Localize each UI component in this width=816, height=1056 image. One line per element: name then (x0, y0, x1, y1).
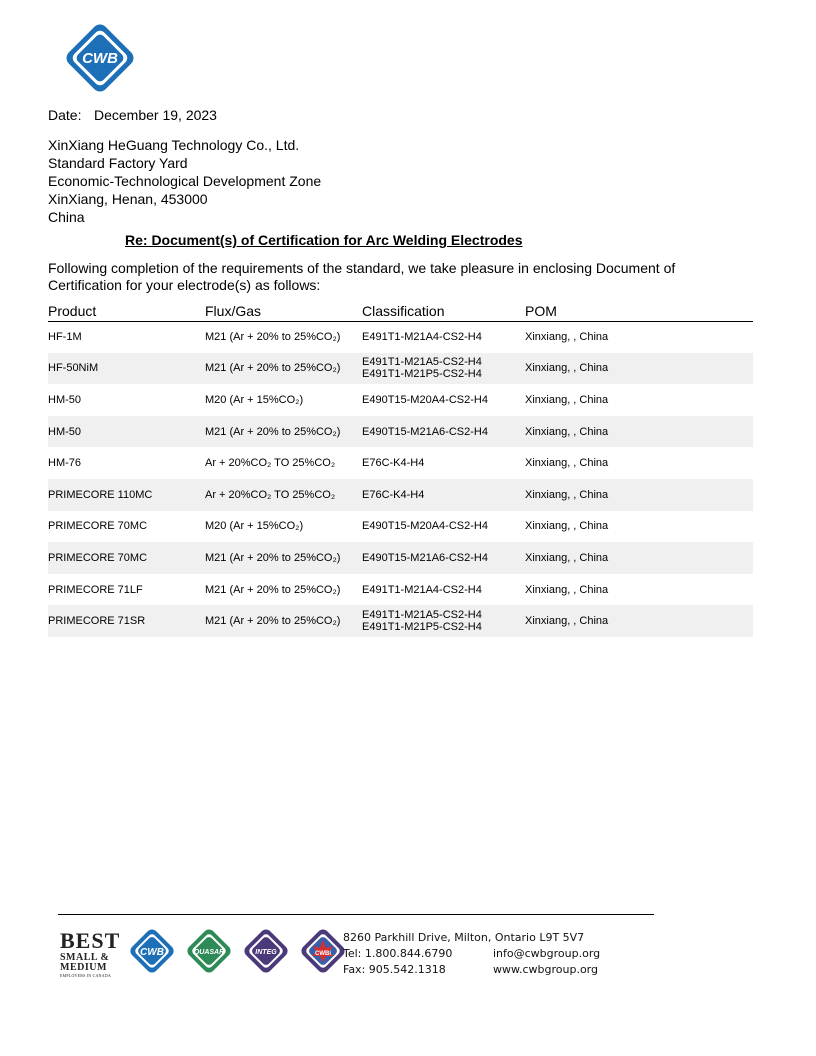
cwb-international-badge (296, 924, 350, 978)
cwb-logo (60, 18, 140, 98)
recipient-address (48, 136, 321, 226)
classification-cell (362, 321, 525, 353)
classification: E491T1-M21A5-CS2-H4 (362, 356, 482, 369)
product-cell: PRIMECORE 70MC (48, 520, 148, 533)
pom-cell: Xinxiang, , China (525, 520, 609, 533)
gas-cell: M21 (Ar + 20% to 25%CO₂) (205, 416, 362, 448)
gas-cell: M20 (Ar + 15%CO₂) (205, 520, 304, 533)
address-line: Economic-Technological Development Zone (48, 173, 322, 189)
best-logo-text: EMPLOYERS IN CANADA (60, 973, 111, 978)
logo-text: CWB (82, 50, 118, 67)
classification: E76C-K4-H4 (362, 488, 425, 501)
quasar-badge (182, 924, 236, 978)
pom-cell: Xinxiang, , China (525, 457, 609, 470)
date-label: Date: (48, 107, 82, 123)
column-header: POM (525, 300, 753, 321)
subject-line: Re: Document(s) of Certification for Arc Welding Electrodes (125, 232, 523, 248)
pom-cell: Xinxiang, , China (525, 583, 609, 596)
footer-address: 8260 Parkhill Drive, Milton, Ontario L9T 5V7 (343, 931, 585, 944)
classification: E490T15-M21A6-CS2-H4 (362, 425, 488, 438)
gas-cell: M21 (Ar + 20% to 25%CO₂) (205, 605, 362, 637)
table-row (48, 511, 753, 543)
svg-text:CWB: CWB (140, 947, 164, 958)
classification: E490T15-M20A4-CS2-H4 (362, 393, 488, 406)
classification-cell (362, 384, 525, 416)
table-row (48, 479, 753, 511)
best-logo-text: MEDIUM (60, 962, 107, 973)
table-row (48, 574, 753, 606)
gas-cell: M21 (Ar + 20% to 25%CO₂) (205, 542, 362, 574)
classification-cell (362, 416, 525, 448)
footer-divider (58, 914, 654, 915)
classification: E491T1-M21P5-CS2-H4 (362, 621, 482, 634)
gas-cell: M21 (Ar + 20% to 25%CO₂) (205, 331, 341, 344)
product-cell: PRIMECORE 70MC (48, 542, 205, 574)
classification-cell (362, 511, 525, 543)
gas-cell: M21 (Ar + 20% to 25%CO₂) (205, 353, 362, 385)
gas-cell: Ar + 20%CO₂ TO 25%CO₂ (205, 457, 336, 470)
product-cell: HF-1M (48, 331, 82, 344)
footer-email[interactable]: info@cwbgroup.org (493, 947, 601, 960)
contact-block (343, 930, 600, 978)
cwb-badge (125, 924, 179, 978)
footer-tel: Tel: 1.800.844.6790 (343, 947, 453, 960)
table-row (48, 384, 753, 416)
address-line: XinXiang, Henan, 453000 (48, 191, 208, 207)
best-employers-logo (60, 928, 122, 978)
pom-cell: Xinxiang, , China (525, 605, 753, 637)
classification-cell (362, 574, 525, 606)
classification-cell (362, 479, 525, 511)
date-value: December 19, 2023 (94, 107, 217, 123)
svg-text:INTEG: INTEG (255, 949, 277, 956)
classification: E491T1-M21A5-CS2-H4 (362, 609, 482, 622)
classification: E491T1-M21A4-CS2-H4 (362, 331, 482, 344)
product-cell: PRIMECORE 110MC (48, 479, 205, 511)
svg-text:CWBi: CWBi (315, 951, 331, 957)
classification: E76C-K4-H4 (362, 457, 425, 470)
product-cell: HM-50 (48, 416, 205, 448)
integ-badge (239, 924, 293, 978)
product-cell: HM-50 (48, 393, 82, 406)
table-row (48, 321, 753, 353)
classification-cell (362, 447, 525, 479)
company-name: XinXiang HeGuang Technology Co., Ltd. (48, 137, 300, 153)
classification: E491T1-M21A4-CS2-H4 (362, 583, 482, 596)
gas-cell: Ar + 20%CO₂ TO 25%CO₂ (205, 479, 362, 511)
table-row (48, 542, 753, 574)
classification: E490T15-M21A6-CS2-H4 (362, 551, 488, 564)
pom-cell: Xinxiang, , China (525, 416, 753, 448)
product-cell: HF-50NiM (48, 353, 205, 385)
footer-website[interactable]: www.cwbgroup.org (493, 963, 598, 976)
gas-cell: M20 (Ar + 15%CO₂) (205, 393, 304, 406)
gas-cell: M21 (Ar + 20% to 25%CO₂) (205, 583, 341, 596)
table-row (48, 416, 753, 448)
footer-badges (60, 926, 350, 976)
date-line (48, 107, 217, 123)
svg-text:QUASAR: QUASAR (193, 949, 225, 956)
address-line: Standard Factory Yard (48, 155, 188, 171)
product-cell: HM-76 (48, 457, 82, 470)
classification-cell (362, 353, 525, 385)
pom-cell: Xinxiang, , China (525, 542, 753, 574)
classification-cell (362, 542, 525, 574)
table-row (48, 605, 753, 637)
address-line: China (48, 209, 85, 225)
product-cell: PRIMECORE 71SR (48, 605, 205, 637)
column-header: Classification (362, 300, 525, 321)
best-logo-text: BEST (60, 928, 121, 953)
product-cell: PRIMECORE 71LF (48, 583, 143, 596)
table-header-row (48, 300, 753, 321)
table-row (48, 447, 753, 479)
pom-cell: Xinxiang, , China (525, 331, 609, 344)
classification: E490T15-M20A4-CS2-H4 (362, 520, 488, 533)
footer-fax: Fax: 905.542.1318 (343, 963, 446, 976)
table-row (48, 353, 753, 385)
certification-table (48, 300, 753, 637)
classification-cell (362, 605, 525, 637)
column-header: Flux/Gas (205, 300, 362, 321)
pom-cell: Xinxiang, , China (525, 393, 609, 406)
pom-cell: Xinxiang, , China (525, 479, 753, 511)
column-header: Product (48, 300, 205, 321)
pom-cell: Xinxiang, , China (525, 353, 753, 385)
best-logo-text: SMALL & (60, 952, 110, 963)
classification: E491T1-M21P5-CS2-H4 (362, 368, 482, 381)
intro-paragraph: Following completion of the requirements of the standard, we take pleasure in enclosing Document of Certification for your electrode(s) as follows: (48, 260, 676, 293)
